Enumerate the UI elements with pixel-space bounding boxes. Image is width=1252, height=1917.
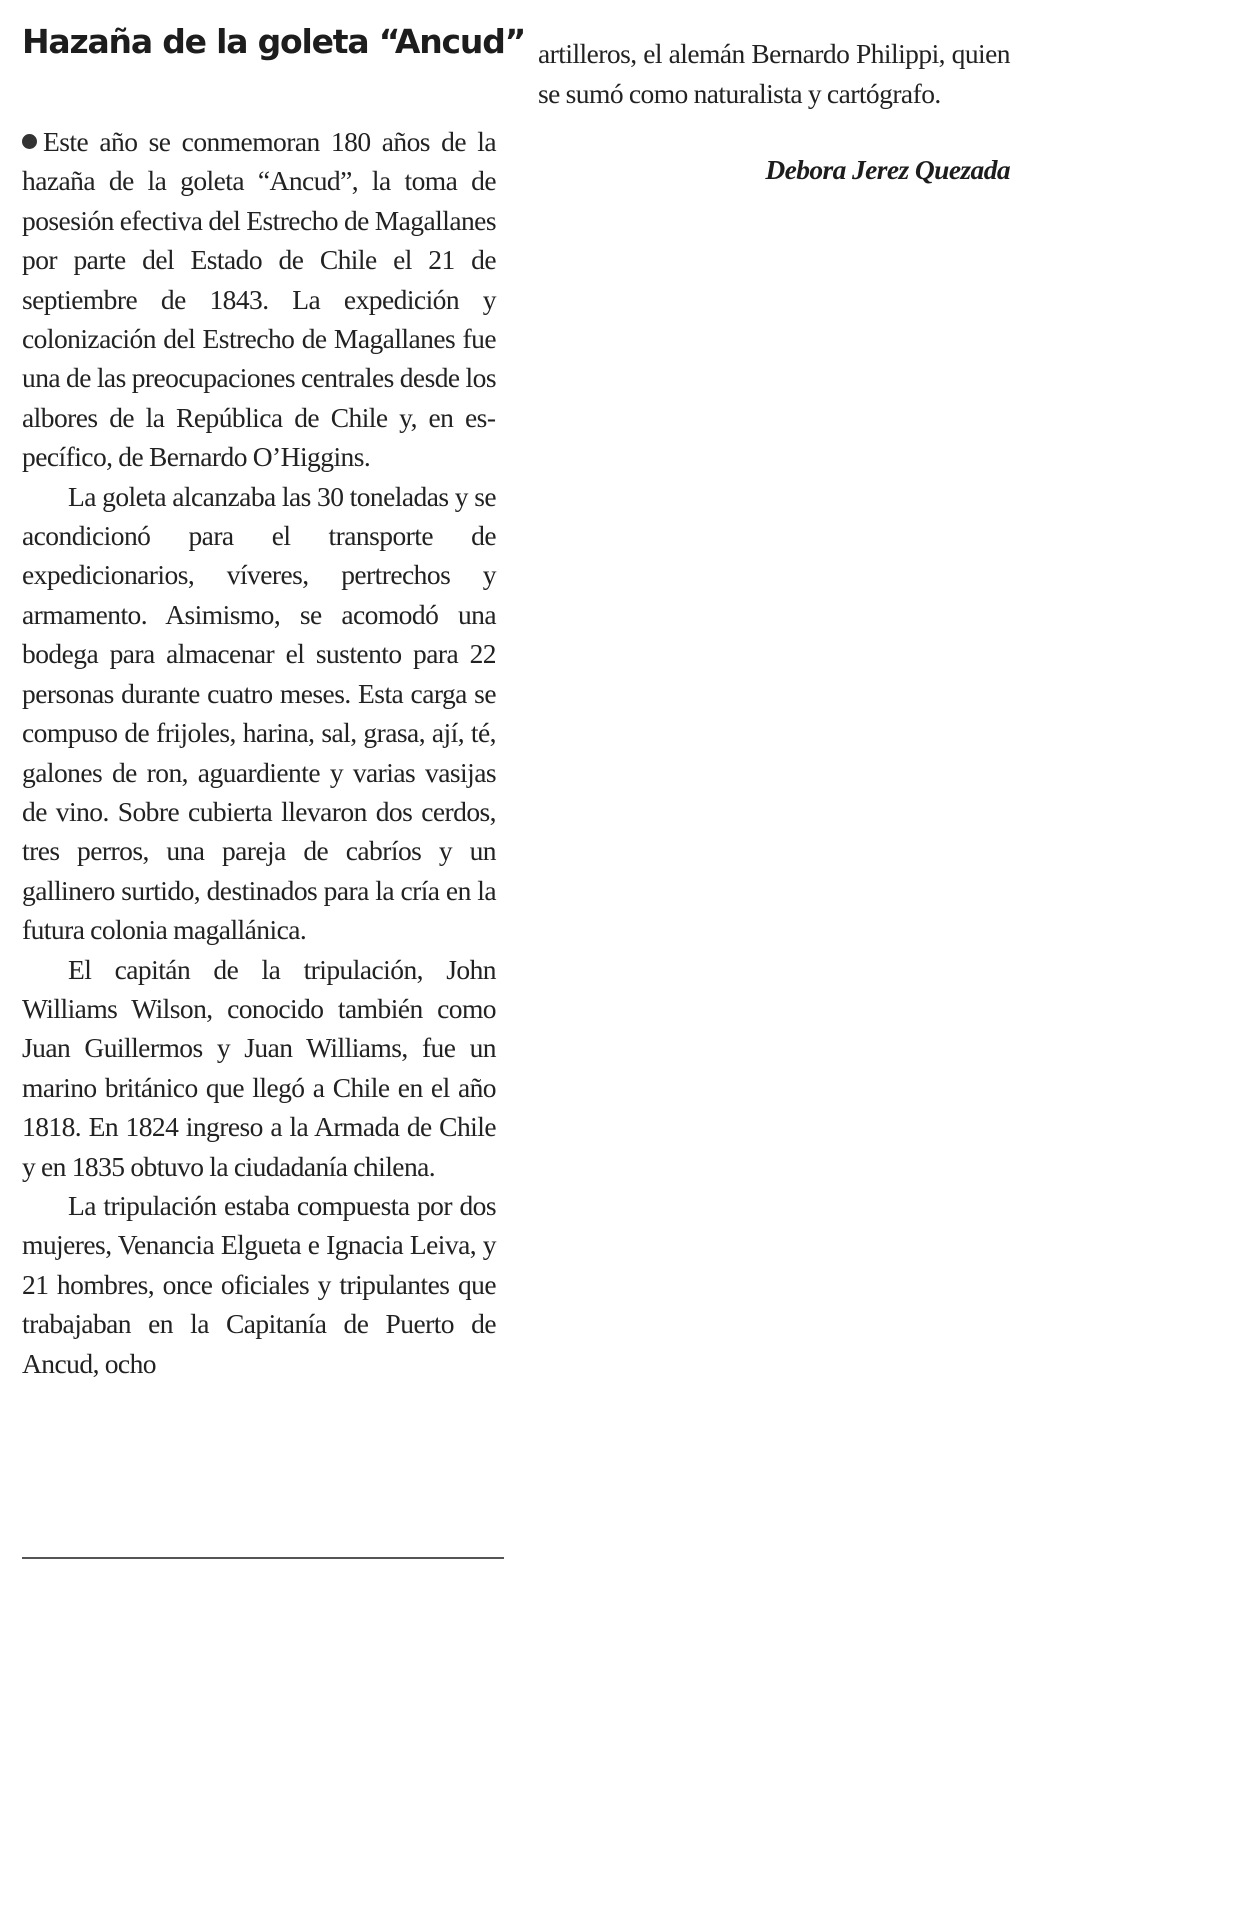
paragraph: La tripulación estaba compuesta por dos mujeres, Venancia Elgueta e Ignacia Leiva, y 21 hombres, once oficiales y tripulantes que trabajaban en la Capitanía de Puerto de Ancud, ocho	[22, 1189, 496, 1379]
article-body	[22, 122, 496, 1383]
article-headline: Hazaña de la goleta “Ancud”	[22, 22, 526, 61]
paragraph-intro	[22, 122, 496, 477]
paragraph: La goleta alcanzaba las 30 toneladas y se acondicionó para el transporte de expedicionarios, víveres, pertrechos y armamento. Asimismo, se acomodó una bodega para almacenar el sustento para 22 personas durante cuatro meses. Esta carga se compuso de frijoles, harina, sal, grasa, ají, té, galones de ron, aguardiente y varias vasijas de vino. Sobre cubierta llevaron dos cerdos, tres perros, una pareja de cabríos y un gallinero surtido, destinados para la cría en la futura colonia magallánica.	[22, 480, 496, 946]
paragraph-text: Este año se conmemoran 180 años de la hazaña de la goleta “Ancud”, la toma de posesión efectiva del Estrecho de Magallanes por parte del Estado de Chile el 21 de septiembre de 1843. La expedición y colonización del Estrecho de Magallanes fue una de las preocupaciones centrales desde los albores de la República de Chile y, en específico, de Bernardo O’Higgins.	[22, 126, 496, 473]
paragraph-continuation: artilleros, el alemán Bernardo Philippi, quien se sumó como naturalista y cartógrafo.	[538, 38, 1010, 109]
left-column	[22, 22, 526, 1383]
paragraph: El capitán de la tripulación, John Williams Wilson, conocido también como Juan Guillermos y Juan Williams, fue un marino británico que llegó a Chile en el año 1818. En 1824 ingreso a la Armada de Chile y en 1835 obtuvo la ciudadanía chilena.	[22, 953, 496, 1182]
bottom-divider	[22, 1557, 504, 1559]
bullet-icon	[22, 134, 37, 149]
author-byline: Debora Jerez Quezada	[765, 154, 1010, 185]
right-column	[538, 34, 1010, 186]
